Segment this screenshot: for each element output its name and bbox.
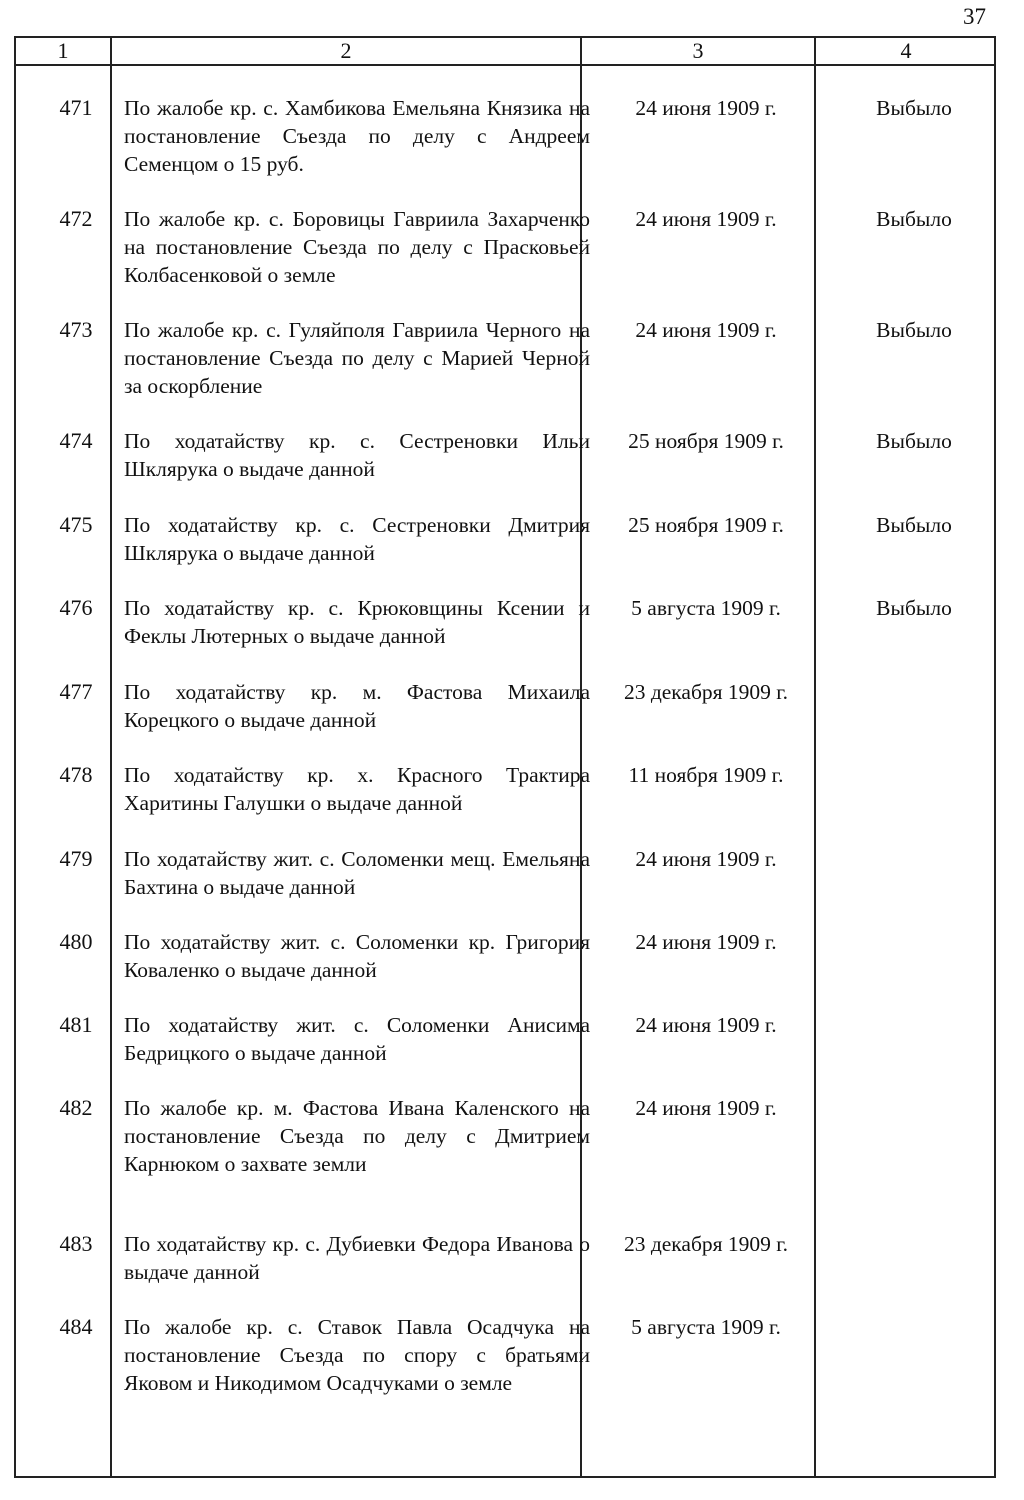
row-status: Выбыло — [876, 596, 952, 620]
column-header-2: 2 — [340, 38, 352, 63]
row-date: 24 июня 1909 г. — [635, 1096, 777, 1120]
row-number: 476 — [59, 595, 93, 620]
page-number: 37 — [963, 4, 986, 29]
row-date: 24 июня 1909 г. — [635, 930, 777, 954]
row-description: По ходатайству кр. м. Фастова Михаила Корецкого о выдаче данной — [124, 680, 590, 732]
row-number: 471 — [59, 95, 93, 120]
column-header-4: 4 — [900, 38, 912, 63]
row-date: 24 июня 1909 г. — [635, 1013, 777, 1037]
row-number: 475 — [59, 512, 93, 537]
row-date: 24 июня 1909 г. — [635, 847, 777, 871]
row-date: 24 июня 1909 г. — [635, 207, 777, 231]
row-description: По жалобе кр. м. Фастова Ивана Каленского на постановление Съезда по делу с Дмитрием Карнюком о захвате земли — [124, 1096, 590, 1176]
row-date: 5 августа 1909 г. — [631, 596, 781, 620]
row-description: По жалобе кр. с. Гуляйполя Гавриила Черного на постановление Съезда по делу с Марией Черной за оскорбление — [124, 318, 590, 398]
row-description: По ходатайству кр. с. Сестреновки Ильи Шклярука о выдаче данной — [124, 429, 590, 481]
row-number: 482 — [59, 1095, 93, 1120]
column-header-3: 3 — [692, 38, 704, 63]
row-status: Выбыло — [876, 429, 952, 453]
row-date: 23 декабря 1909 г. — [623, 680, 789, 704]
row-description: По ходатайству жит. с. Соломенки кр. Григория Коваленко о выдаче данной — [124, 930, 590, 982]
column-header-1: 1 — [57, 38, 69, 63]
row-number: 483 — [59, 1231, 93, 1256]
register-table — [14, 36, 996, 1478]
row-status: Выбыло — [876, 318, 952, 342]
row-number: 477 — [59, 679, 93, 704]
row-number: 480 — [59, 929, 93, 954]
header-divider — [16, 64, 994, 66]
row-description: По ходатайству кр. с. Сестреновки Дмитрия Шклярука о выдаче данной — [124, 513, 590, 565]
row-description: По ходатайству кр. с. Крюковщины Ксении и Феклы Лютерных о выдаче данной — [124, 596, 590, 648]
row-description: По ходатайству жит. с. Соломенки Анисима Бедрицкого о выдаче данной — [124, 1013, 590, 1065]
row-date: 23 декабря 1909 г. — [623, 1232, 789, 1256]
row-number: 479 — [59, 846, 93, 871]
row-number: 478 — [59, 762, 93, 787]
row-date: 25 ноября 1909 г. — [628, 429, 784, 453]
row-number: 472 — [59, 206, 93, 231]
row-description: По ходатайству жит. с. Соломенки мещ. Емельяна Бахтина о выдаче данной — [124, 847, 590, 899]
row-status: Выбыло — [876, 96, 952, 120]
row-status: Выбыло — [876, 207, 952, 231]
row-number: 481 — [59, 1012, 93, 1037]
row-description: По ходатайству кр. с. Дубиевки Федора Иванова о выдаче данной — [124, 1232, 590, 1284]
row-date: 25 ноября 1909 г. — [628, 513, 784, 537]
row-date: 24 июня 1909 г. — [635, 318, 777, 342]
column-divider — [814, 38, 816, 1476]
row-description: По жалобе кр. с. Ставок Павла Осадчука на постановление Съезда по спору с братьями Яковом и Никодимом Осадчуками о земле — [124, 1315, 590, 1395]
row-description: По ходатайству кр. х. Красного Трактира Харитины Галушки о выдаче данной — [124, 763, 590, 815]
row-number: 484 — [59, 1314, 93, 1339]
row-description: По жалобе кр. с. Боровицы Гавриила Захарченко на постановление Съезда по делу с Прасковьей Колбасенковой о земле — [124, 207, 590, 287]
row-number: 474 — [59, 428, 93, 453]
row-status: Выбыло — [876, 513, 952, 537]
row-date: 5 августа 1909 г. — [631, 1315, 781, 1339]
column-divider — [110, 38, 112, 1476]
row-date: 24 июня 1909 г. — [635, 96, 777, 120]
row-description: По жалобе кр. с. Хамбикова Емельяна Князика на постановление Съезда по делу с Андреем Семенцом о 15 руб. — [124, 96, 590, 176]
row-date: 11 ноября 1909 г. — [628, 763, 784, 787]
row-number: 473 — [59, 317, 93, 342]
